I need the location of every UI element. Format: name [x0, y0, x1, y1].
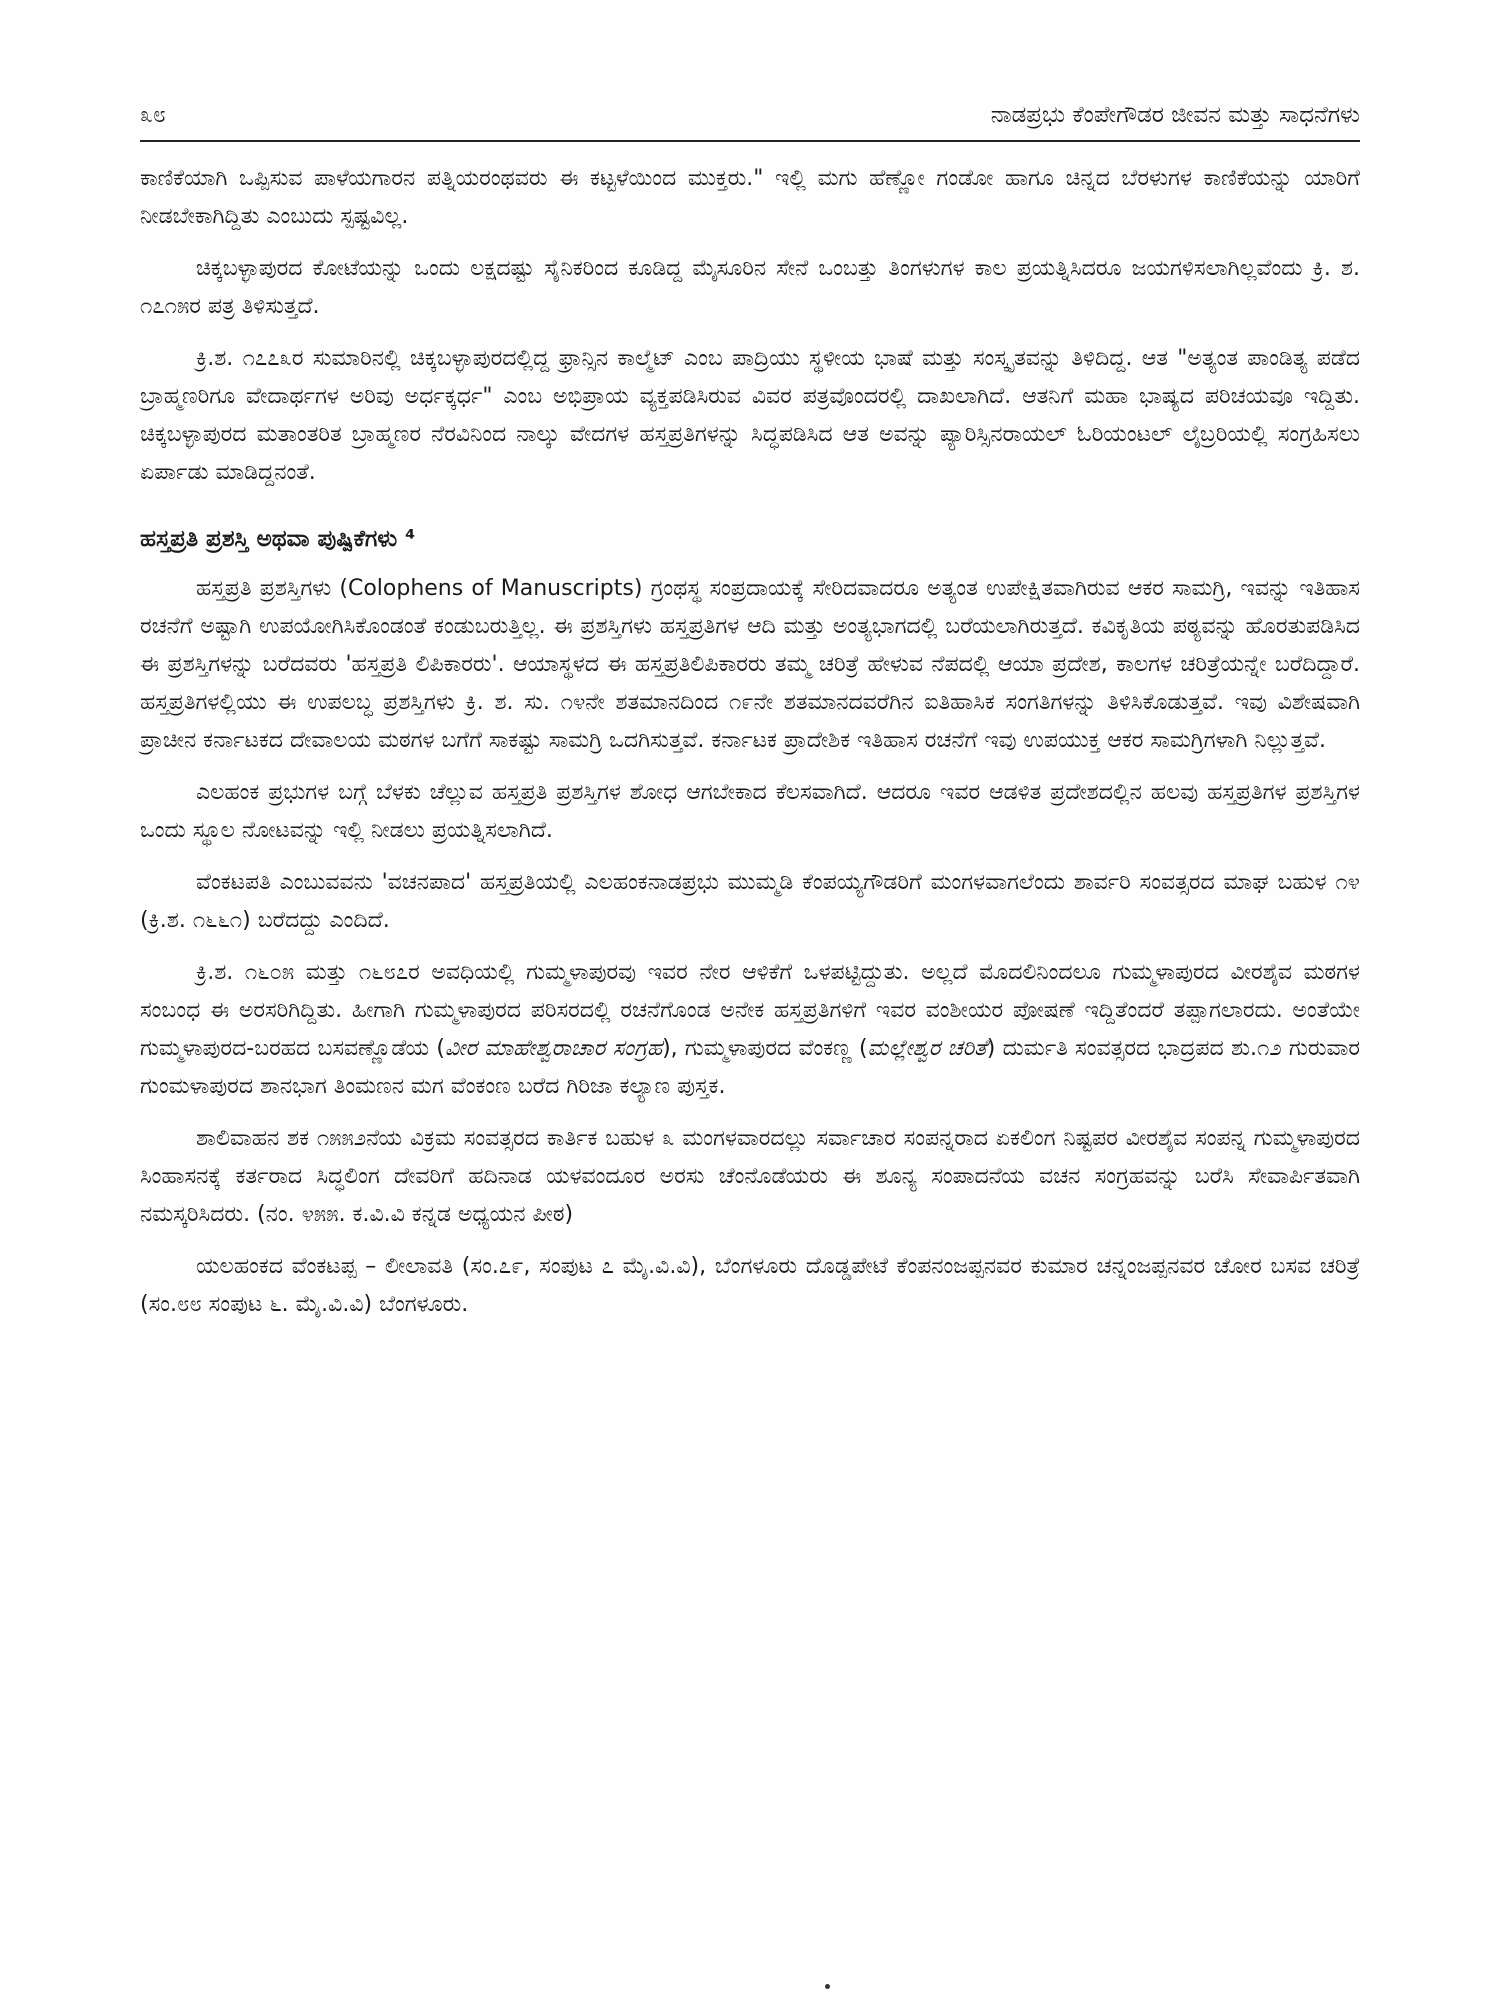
paragraph — [140, 954, 1360, 1106]
paragraph: ಹಸ್ತಪ್ರತಿ ಪ್ರಶಸ್ತಿಗಳು (Colophens of Manuscripts) ಗ್ರಂಥಸ್ಥ ಸಂಪ್ರದಾಯಕ್ಕೆ ಸೇರಿದವಾದರೂ ಅತ್ಯಂತ ಉಪೇಕ್ಷಿತವಾಗಿರುವ ಆಕರ ಸಾಮಗ್ರಿ, ಇವನ್ನು ಇತಿಹಾಸ ರಚನೆಗೆ ಅಷ್ಟಾಗಿ ಉಪಯೋಗಿಸಿಕೊಂಡಂತೆ ಕಂಡುಬರುತ್ತಿಲ್ಲ. ಈ ಪ್ರಶಸ್ತಿಗಳು ಹಸ್ತಪ್ರತಿಗಳ ಆದಿ ಮತ್ತು ಅಂತ್ಯಭಾಗದಲ್ಲಿ ಬರೆಯಲಾಗಿರುತ್ತದೆ. ಕವಿಕೃತಿಯ ಪಠ್ಯವನ್ನು ಹೊರತುಪಡಿಸಿದ ಈ ಪ್ರಶಸ್ತಿಗಳನ್ನು ಬರೆದವರು 'ಹಸ್ತಪ್ರತಿ ಲಿಪಿಕಾರರು'. ಆಯಾಸ್ಥಳದ ಈ ಹಸ್ತಪ್ರತಿಲಿಪಿಕಾರರು ತಮ್ಮ ಚರಿತ್ರೆ ಹೇಳುವ ನೆಪದಲ್ಲಿ ಆಯಾ ಪ್ರದೇಶ, ಕಾಲಗಳ ಚರಿತ್ರೆಯನ್ನೇ ಬರೆದಿದ್ದಾರೆ. ಹಸ್ತಪ್ರತಿಗಳಲ್ಲಿಯು ಈ ಉಪಲಬ್ಧ ಪ್ರಶಸ್ತಿಗಳು ಕ್ರಿ. ಶ. ಸು. ೧೪ನೇ ಶತಮಾನದಿಂದ ೧೯ನೇ ಶತಮಾನದವರೆಗಿನ ಐತಿಹಾಸಿಕ ಸಂಗತಿಗಳನ್ನು ತಿಳಿಸಿಕೊಡುತ್ತವೆ. ಇವು ವಿಶೇಷವಾಗಿ ಪ್ರಾಚೀನ ಕರ್ನಾಟಕದ ದೇವಾಲಯ ಮಠಗಳ ಬಗೆಗೆ ಸಾಕಷ್ಟು ಸಾಮಗ್ರಿ ಒದಗಿಸುತ್ತವೆ. ಕರ್ನಾಟಕ ಪ್ರಾದೇಶಿಕ ಇತಿಹಾಸ ರಚನೆಗೆ ಇವು ಉಪಯುಕ್ತ ಆಕರ ಸಾಮಗ್ರಿಗಳಾಗಿ ನಿಲ್ಲುತ್ತವೆ. — [140, 576, 1360, 753]
paragraph-text: ) ದುರ್ಮತಿ ಸಂವತ್ಸರದ ಭಾದ್ರಪದ ಶು.೧೨ ಗುರುವಾರ ಗುಂಮಳಾಪುರದ ಶಾನಭಾಗ ತಿಂಮಣನ ಮಗ ವೆಂಕಂಣ ಬರೆದ ಗಿರಿಜಾ ಕಲ್ಯಾಣ ಪುಸ್ತಕ. — [140, 1036, 1360, 1099]
paragraph-text: ), ಗುಮ್ಮಳಾಪುರದ ವೆಂಕಣ್ಣ ( — [662, 1036, 868, 1061]
scan-speck — [825, 1984, 830, 1989]
paragraph: ಚಿಕ್ಕಬಳ್ಳಾಪುರದ ಕೋಟೆಯನ್ನು ಒಂದು ಲಕ್ಷದಷ್ಟು ಸೈನಿಕರಿಂದ ಕೂಡಿದ್ದ ಮೈಸೂರಿನ ಸೇನೆ ಒಂಬತ್ತು ತಿಂಗಳುಗಳ ಕಾಲ ಪ್ರಯತ್ನಿಸಿದರೂ ಜಯಗಳಿಸಲಾಗಿಲ್ಲವೆಂದು ಕ್ರಿ. ಶ. ೧೭೧೫ರ ಪತ್ರ ತಿಳಿಸುತ್ತದೆ. — [140, 256, 1360, 319]
book-title: ಮಲ್ಲೇಶ್ವರ ಚರಿತೆ — [867, 1036, 987, 1061]
paragraph: ಎಲಹಂಕ ಪ್ರಭುಗಳ ಬಗ್ಗೆ ಬೆಳಕು ಚೆಲ್ಲುವ ಹಸ್ತಪ್ರತಿ ಪ್ರಶಸ್ತಿಗಳ ಶೋಧ ಆಗಬೇಕಾದ ಕೆಲಸವಾಗಿದೆ. ಆದರೂ ಇವರ ಆಡಳಿತ ಪ್ರದೇಶದಲ್ಲಿನ ಹಲವು ಹಸ್ತಪ್ರತಿಗಳ ಪ್ರಶಸ್ತಿಗಳ ಒಂದು ಸ್ಥೂಲ ನೋಟವನ್ನು ಇಲ್ಲಿ ನೀಡಲು ಪ್ರಯತ್ನಿಸಲಾಗಿದೆ. — [140, 780, 1360, 843]
paragraph: ಯಲಹಂಕದ ವೆಂಕಟಪ್ಪ – ಲೀಲಾವತಿ (ಸಂ.೭೯, ಸಂಪುಟ ೭ ಮೈ.ವಿ.ವಿ), ಬೆಂಗಳೂರು ದೊಡ್ಡಪೇಟೆ ಕೆಂಪನಂಜಪ್ಪನವರ ಕುಮಾರ ಚನ್ನಂಜಪ್ಪನವರ ಚೋರ ಬಸವ ಚರಿತ್ರೆ (ಸಂ.೮೮ ಸಂಪುಟ ೬. ಮೈ.ವಿ.ವಿ) ಬೆಂಗಳೂರು. — [140, 1254, 1360, 1317]
book-title: ವೀರ ಮಾಹೇಶ್ವರಾಚಾರ ಸಂಗ್ರಹ — [444, 1036, 663, 1061]
page-header — [140, 100, 1360, 142]
paragraph: ಶಾಲಿವಾಹನ ಶಕ ೧೫೫೨ನೆಯ ವಿಕ್ರಮ ಸಂವತ್ಸರದ ಕಾರ್ತಿಕ ಬಹುಳ ೩ ಮಂಗಳವಾರದಲ್ಲು ಸರ್ವಾಚಾರ ಸಂಪನ್ನರಾದ ಏಕಲಿಂಗ ನಿಷ್ಟಪರ ವೀರಶೈವ ಸಂಪನ್ನ ಗುಮ್ಮಳಾಪುರದ ಸಿಂಹಾಸನಕ್ಕೆ ಕರ್ತರಾದ ಸಿದ್ಧಲಿಂಗ ದೇವರಿಗೆ ಹದಿನಾಡ ಯಳವಂದೂರ ಅರಸು ಚೆಂನೊಡೆಯರು ಈ ಶೂನ್ಯ ಸಂಪಾದನೆಯ ವಚನ ಸಂಗ್ರಹವನ್ನು ಬರೆಸಿ ಸೇವಾರ್ಪಿತವಾಗಿ ನಮಸ್ಕರಿಸಿದರು. (ನಂ. ೪೫೫. ಕ.ವಿ.ವಿ ಕನ್ನಡ ಅಧ್ಯಯನ ಪೀಠ) — [140, 1126, 1360, 1227]
page-number: ೩೮ — [140, 102, 166, 128]
paragraph-text: ಕ್ರಿ.ಶ. ೧೬೦೫ ಮತ್ತು ೧೬೮೭ರ ಅವಧಿಯಲ್ಲಿ ಗುಮ್ಮಳಾಪುರವು ಇವರ ನೇರ ಆಳಿಕೆಗೆ ಒಳಪಟ್ಟಿದ್ದುತು. ಅಲ್ಲದೆ ಮೊದಲಿನಿಂದಲೂ ಗುಮ್ಮಳಾಪುರದ ವೀರಶೈವ ಮಠಗಳ ಸಂಬಂಧ ಈ ಅರಸರಿಗಿದ್ದಿತು. ಹೀಗಾಗಿ ಗುಮ್ಮಳಾಪುರದ ಪರಿಸರದಲ್ಲಿ ರಚನೆಗೊಂಡ ಅನೇಕ ಹಸ್ತಪ್ರತಿಗಳಿಗೆ ಇವರ ವಂಶೀಯರ ಪೋಷಣೆ ಇದ್ದಿತೆಂದರೆ ತಪ್ಪಾಗಲಾರದು. ಅಂತೆಯೇ ಗುಮ್ಮಳಾಪುರದ-ಬರಹದ ಬಸವಣ್ಣೊಡೆಯ ( — [140, 960, 1360, 1061]
body-text — [140, 160, 1360, 1338]
paragraph: ಕ್ರಿ.ಶ. ೧೭೭೩ರ ಸುಮಾರಿನಲ್ಲಿ ಚಿಕ್ಕಬಳ್ಳಾಪುರದಲ್ಲಿದ್ದ ಫ್ರಾನ್ಸಿನ ಕಾಲ್ಮೆಟ್ ಎಂಬ ಪಾದ್ರಿಯು ಸ್ಥಳೀಯ ಭಾಷೆ ಮತ್ತು ಸಂಸ್ಕೃತವನ್ನು ತಿಳಿದಿದ್ದ. ಆತ "ಅತ್ಯಂತ ಪಾಂಡಿತ್ಯ ಪಡೆದ ಬ್ರಾಹ್ಮಣರಿಗೂ ವೇದಾರ್ಥಗಳ ಅರಿವು ಅರ್ಧಕ್ಕರ್ಧ" ಎಂಬ ಅಭಿಪ್ರಾಯ ವ್ಯಕ್ತಪಡಿಸಿರುವ ವಿವರ ಪತ್ರವೊಂದರಲ್ಲಿ ದಾಖಲಾಗಿದೆ. ಆತನಿಗೆ ಮಹಾ ಭಾಷ್ಯದ ಪರಿಚಯವೂ ಇದ್ದಿತು. ಚಿಕ್ಕಬಳ್ಳಾಪುರದ ಮತಾಂತರಿತ ಬ್ರಾಹ್ಮಣರ ನೆರವಿನಿಂದ ನಾಲ್ಕು ವೇದಗಳ ಹಸ್ತಪ್ರತಿಗಳನ್ನು ಸಿದ್ಧಪಡಿಸಿದ ಆತ ಅವನ್ನು ಪ್ಯಾರಿಸ್ಸಿನರಾಯಲ್ ಓರಿಯಂಟಲ್ ಲೈಬ್ರರಿಯಲ್ಲಿ ಸಂಗ್ರಹಿಸಲು ಏರ್ಪಾಡು ಮಾಡಿದ್ದನಂತೆ. — [140, 346, 1360, 485]
section-heading: ಹಸ್ತಪ್ರತಿ ಪ್ರಶಸ್ತಿ ಅಥವಾ ಪುಷ್ಪಿಕೆಗಳು ⁴ — [140, 526, 416, 552]
paragraph: ವೆಂಕಟಪತಿ ಎಂಬುವವನು 'ವಚನಪಾದ' ಹಸ್ತಪ್ರತಿಯಲ್ಲಿ ಎಲಹಂಕನಾಡಪ್ರಭು ಮುಮ್ಮಡಿ ಕೆಂಪಯ್ಯಗೌಡರಿಗೆ ಮಂಗಳವಾಗಲೆಂದು ಶಾರ್ವರಿ ಸಂವತ್ಸರದ ಮಾಘ ಬಹುಳ ೧೪ (ಕ್ರಿ.ಶ. ೧೬೬೧) ಬರೆದದ್ದು ಎಂದಿದೆ. — [140, 870, 1360, 933]
paragraph: ಕಾಣಿಕೆಯಾಗಿ ಒಪ್ಪಿಸುವ ಪಾಳೆಯಗಾರನ ಪತ್ನಿಯರಂಥವರು ಈ ಕಟ್ಟಳೆಯಿಂದ ಮುಕ್ತರು." ಇಲ್ಲಿ ಮಗು ಹೆಣ್ಣೋ ಗಂಡೋ ಹಾಗೂ ಚಿನ್ನದ ಬೆರಳುಗಳ ಕಾಣಿಕೆಯನ್ನು ಯಾರಿಗೆ ನೀಡಬೇಕಾಗಿದ್ದಿತು ಎಂಬುದು ಸ್ಪಷ್ಟವಿಲ್ಲ. — [140, 166, 1360, 229]
running-head: ನಾಡಪ್ರಭು ಕೆಂಪೇಗೌಡರ ಜೀವನ ಮತ್ತು ಸಾಧನೆಗಳು — [990, 102, 1360, 128]
